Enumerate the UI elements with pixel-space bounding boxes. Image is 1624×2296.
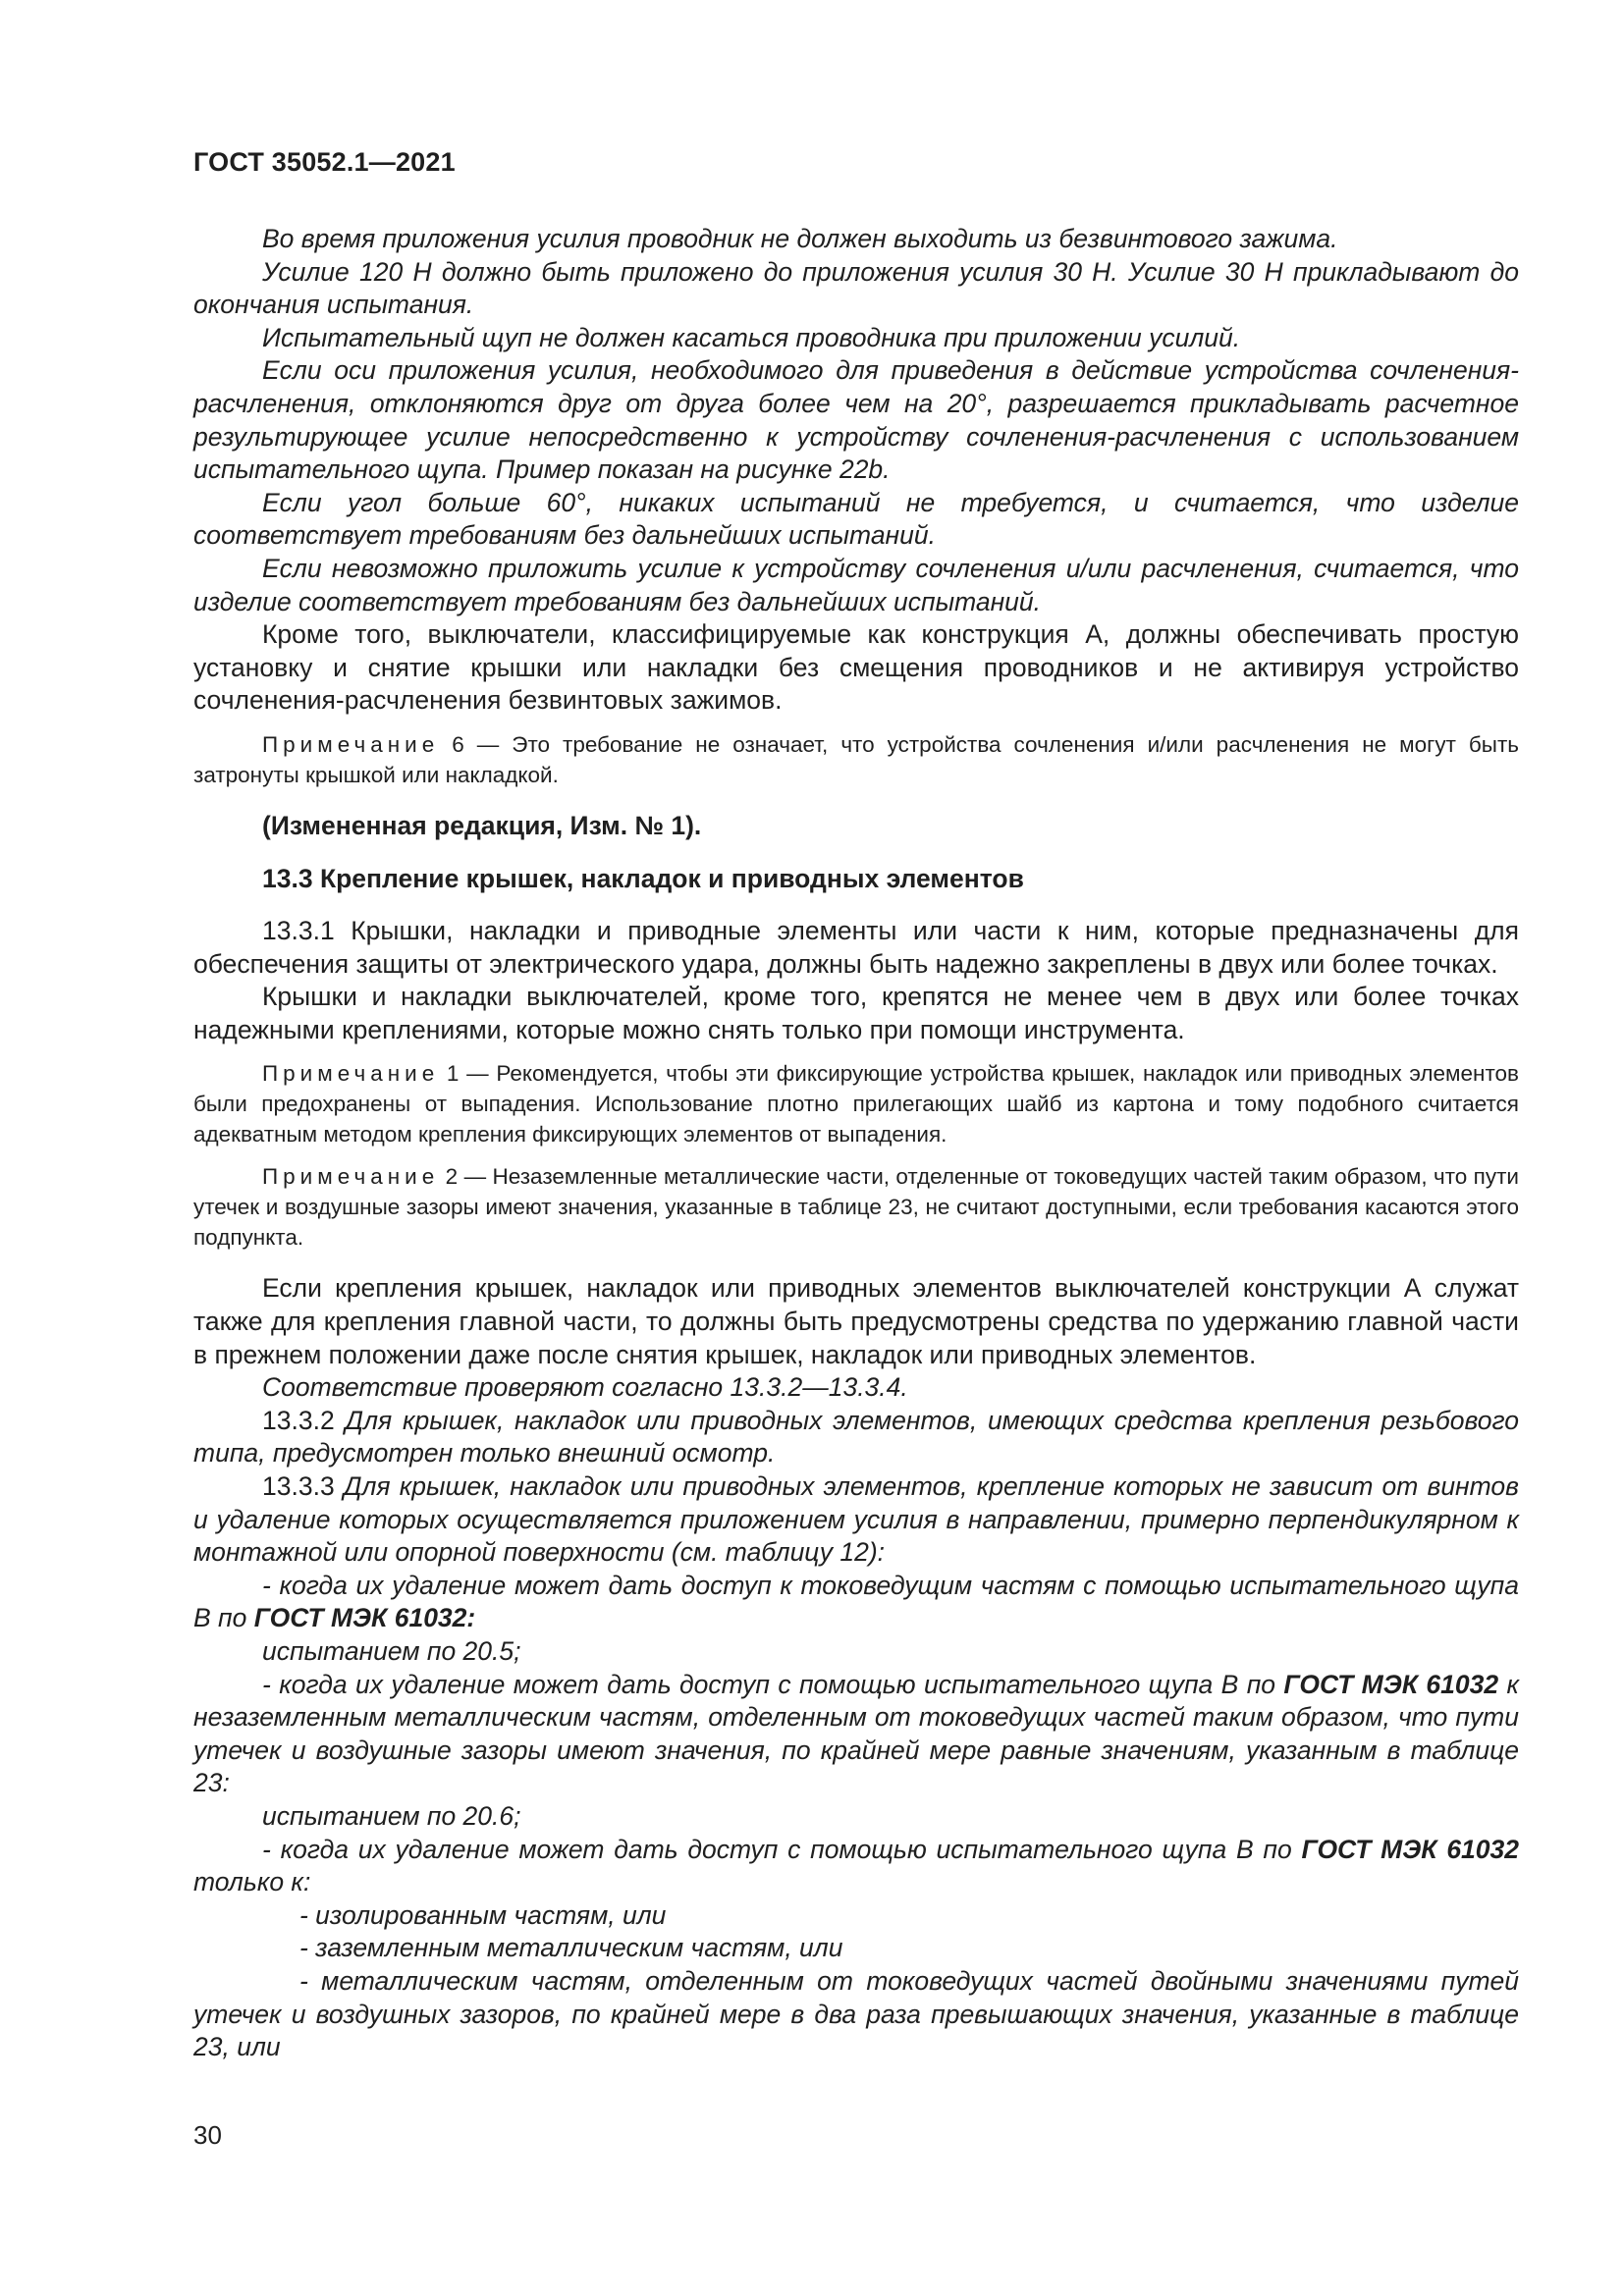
list-item bbox=[193, 1834, 1519, 1899]
standard-reference: ГОСТ МЭК 61032 bbox=[1283, 1669, 1499, 1699]
paragraph: Крышки и накладки выключателей, кроме того, крепятся не менее чем в двух или более точках надежными креплениями, которые можно снять только при помощи инструмента. bbox=[193, 982, 1519, 1044]
paragraph: Усилие 120 Н должно быть приложено до приложения усилия 30 Н. Усилие 30 Н прикладывают до окончания испытания. bbox=[193, 256, 1519, 320]
note-2 bbox=[193, 1161, 1519, 1253]
note-label: Примечание bbox=[262, 1061, 440, 1087]
standard-reference: ГОСТ МЭК 61032 bbox=[1301, 1834, 1520, 1864]
note-text: 6 — Это требование не означает, что устройства сочленения и/или расчленения не могут быть затронуты крышкой или накладкой. bbox=[193, 731, 1519, 787]
note-6 bbox=[193, 729, 1519, 790]
note-text: 2 — Незаземленные металлические части, отделенные от токоведущих частей таким образом, что пути утечек и воздушные зазоры имеют значения, указанные в таблице 23, не считают доступными, если требования касаются этого подпункта. bbox=[193, 1164, 1519, 1251]
note-1 bbox=[193, 1058, 1519, 1149]
document-body bbox=[193, 223, 1519, 2064]
paragraph: Кроме того, выключатели, классифицируемые как конструкция А, должны обеспечивать простую установку и снятие крышки или накладки без смещения проводников и не активируя устройство сочленения-расчленения безвинтовых зажимов. bbox=[193, 619, 1519, 716]
test-reference: испытанием по 20.5; bbox=[262, 1636, 521, 1666]
standard-reference: ГОСТ МЭК 61032: bbox=[253, 1603, 476, 1633]
list-item-text: - когда их удаление может дать доступ с помощью испытательного щупа В по bbox=[262, 1669, 1284, 1699]
paragraph: Если невозможно приложить усилие к устройству сочленения и/или расчленения, считается, что изделие соответствует требованиям без дальнейших испытаний. bbox=[193, 553, 1519, 616]
list-item-text: - когда их удаление может дать доступ с помощью испытательного щупа В по bbox=[262, 1834, 1302, 1864]
paragraph: Если оси приложения усилия, необходимого для приведения в действие устройства сочленения-расчленения, отклоняются друг от друга более чем на 20°, разрешается прикладывать расчетное результирующее усилие непосредственно к устройству сочленения-расчленения с использованием испытательного щупа. Пример показан на рисунке 22b. bbox=[193, 355, 1519, 485]
clause-number: 13.3.3 bbox=[262, 1471, 335, 1502]
list-item bbox=[193, 1669, 1519, 1800]
paragraph: Испытательный щуп не должен касаться проводника при приложении усилий. bbox=[262, 322, 1241, 352]
list-item bbox=[193, 1570, 1519, 1635]
test-reference: испытанием по 20.6; bbox=[262, 1800, 521, 1831]
section-title: 13.3 Крепление крышек, накладок и приводных элементов bbox=[262, 863, 1024, 893]
clause-text: Для крышек, накладок или приводных элементов, имеющих средства крепления резьбового типа, предусмотрен только внешний осмотр. bbox=[193, 1405, 1519, 1468]
paragraph: Если крепления крышек, накладок или приводных элементов выключателей конструкции А служат также для крепления главной части, то должны быть предусмотрены средства по удержанию главной части в прежнем положении даже после снятия крышек, накладок или приводных элементов. bbox=[193, 1273, 1519, 1369]
document-header: ГОСТ 35052.1—2021 bbox=[193, 147, 456, 177]
paragraph: Если угол больше 60°, никаких испытаний не требуется, и считается, что изделие соответствует требованиям без дальнейших испытаний. bbox=[193, 487, 1519, 551]
note-label: Примечание bbox=[262, 731, 440, 757]
paragraph-13-3-1: 13.3.1 Крышки, накладки и приводные элементы или части к ним, которые предназначены для обеспечения защиты от электрического удара, должны быть надежно закреплены в двух или более точках. bbox=[193, 916, 1519, 979]
paragraph-13-3-2 bbox=[193, 1405, 1519, 1470]
page-number: 30 bbox=[193, 2120, 222, 2150]
compliance-line: Соответствие проверяют согласно 13.3.2—13.3.4. bbox=[262, 1372, 908, 1403]
list-item-text: к незаземленным металлическим частям, отделенным от токоведущих частей таким образом, что пути утечек и воздушные зазоры имеют значения, по крайней мере равные значениям, указанным в таблице 23: bbox=[193, 1669, 1520, 1798]
sub-list-item: - изолированным частям, или bbox=[299, 1899, 667, 1930]
paragraph-13-3-3 bbox=[193, 1470, 1519, 1570]
paragraph: Во время приложения усилия проводник не должен выходить из безвинтового зажима. bbox=[262, 224, 1338, 253]
list-item-text: только к: bbox=[193, 1867, 311, 1897]
sub-list-item: - заземленным металлическим частям, или bbox=[299, 1933, 843, 1963]
list-item-text: - когда их удаление может дать доступ к токоведущим частям с помощью испытательного щупа В по bbox=[193, 1570, 1519, 1633]
note-text: 1 — Рекомендуется, чтобы эти фиксирующие устройства крышек, накладок или приводных элементов были предохранены от выпадения. Использование плотно прилегающих шайб из картона и тому подобного считается адекватным методом крепления фиксирующих элементов от выпадения. bbox=[193, 1061, 1519, 1148]
amendment-mark: (Измененная редакция, Изм. № 1). bbox=[262, 810, 702, 840]
note-label: Примечание bbox=[262, 1164, 440, 1190]
clause-text: Для крышек, накладок или приводных элементов, крепление которых не зависит от винтов и удаление которых осуществляется приложением усилия в направлении, примерно перпендикулярном к монтажной или опорной поверхности (см. таблицу 12): bbox=[193, 1471, 1519, 1568]
sub-list-item: - металлическим частям, отделенным от токоведущих частей двойными значениями путей утечек и воздушных зазоров, по крайней мере в два раза превышающих значения, указанные в таблице 23, или bbox=[193, 1965, 1519, 2062]
clause-number: 13.3.2 bbox=[262, 1405, 335, 1435]
